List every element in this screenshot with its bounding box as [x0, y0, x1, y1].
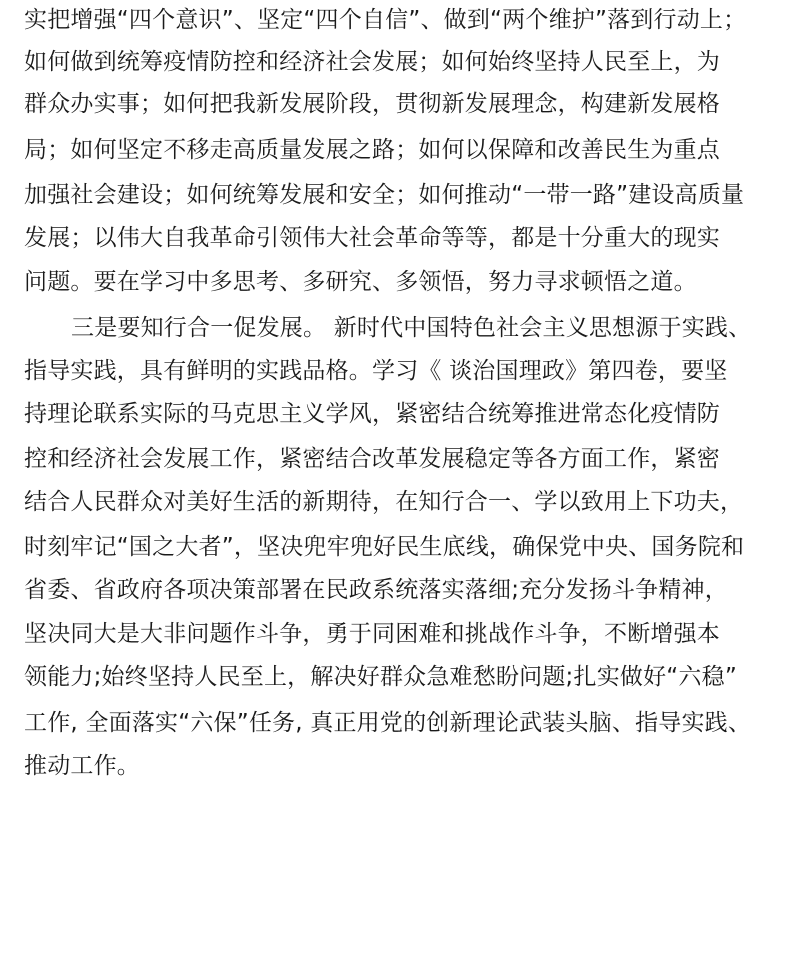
text-line: 指导实践，具有鲜明的实践品格。学习《 谈治国理政》第四卷，要坚: [24, 358, 728, 384]
text-line: 工作, 全面落实“六保”任务, 真正用党的创新理论武装头脑、指导实践、: [24, 710, 752, 736]
paragraph-heading-line: 三是要知行合一促发展。 新时代中国特色社会主义思想源于实践、: [71, 315, 752, 341]
text-line: 时刻牢记“国之大者”，坚决兜牢兜好民生底线，确保党中央、国务院和: [24, 534, 745, 560]
text-line: 加强社会建设；如何统筹发展和安全；如何推动“一带一路”建设高质量: [24, 182, 745, 208]
text-line: 省委、省政府各项决策部署在民政系统落实落细;充分发扬斗争精神，: [24, 577, 728, 603]
text-line: 群众办实事；如何把我新发展阶段，贯彻新发展理念，构建新发展格: [24, 91, 720, 117]
text-line: 如何做到统筹疫情防控和经济社会发展；如何始终坚持人民至上，为: [24, 49, 720, 75]
text-line: 坚决同大是大非问题作斗争，勇于同困难和挑战作斗争，不断增强本: [24, 621, 720, 647]
text-line: 推动工作。: [24, 753, 140, 779]
text-line: 问题。要在学习中多思考、多研究、多领悟，努力寻求顿悟之道。: [24, 269, 697, 295]
text-line: 实把增强“四个意识”、坚定“四个自信”、做到“两个维护”落到行动上；: [24, 7, 747, 33]
text-line: 持理论联系实际的马克思主义学风，紧密结合统筹推进常态化疫情防: [24, 401, 720, 427]
text-line: 结合人民群众对美好生活的新期待，在知行合一、学以致用上下功夫，: [24, 489, 744, 515]
text-line: 发展；以伟大自我革命引领伟大社会革命等等，都是十分重大的现实: [24, 225, 720, 251]
text-line: 控和经济社会发展工作，紧密结合改革发展稳定等各方面工作，紧密: [24, 446, 720, 472]
text-line: 局；如何坚定不移走高质量发展之路；如何以保障和改善民生为重点: [24, 137, 720, 163]
text-line: 领能力;始终坚持人民至上，解决好群众急难愁盼问题;扎实做好“六稳”: [24, 664, 737, 690]
